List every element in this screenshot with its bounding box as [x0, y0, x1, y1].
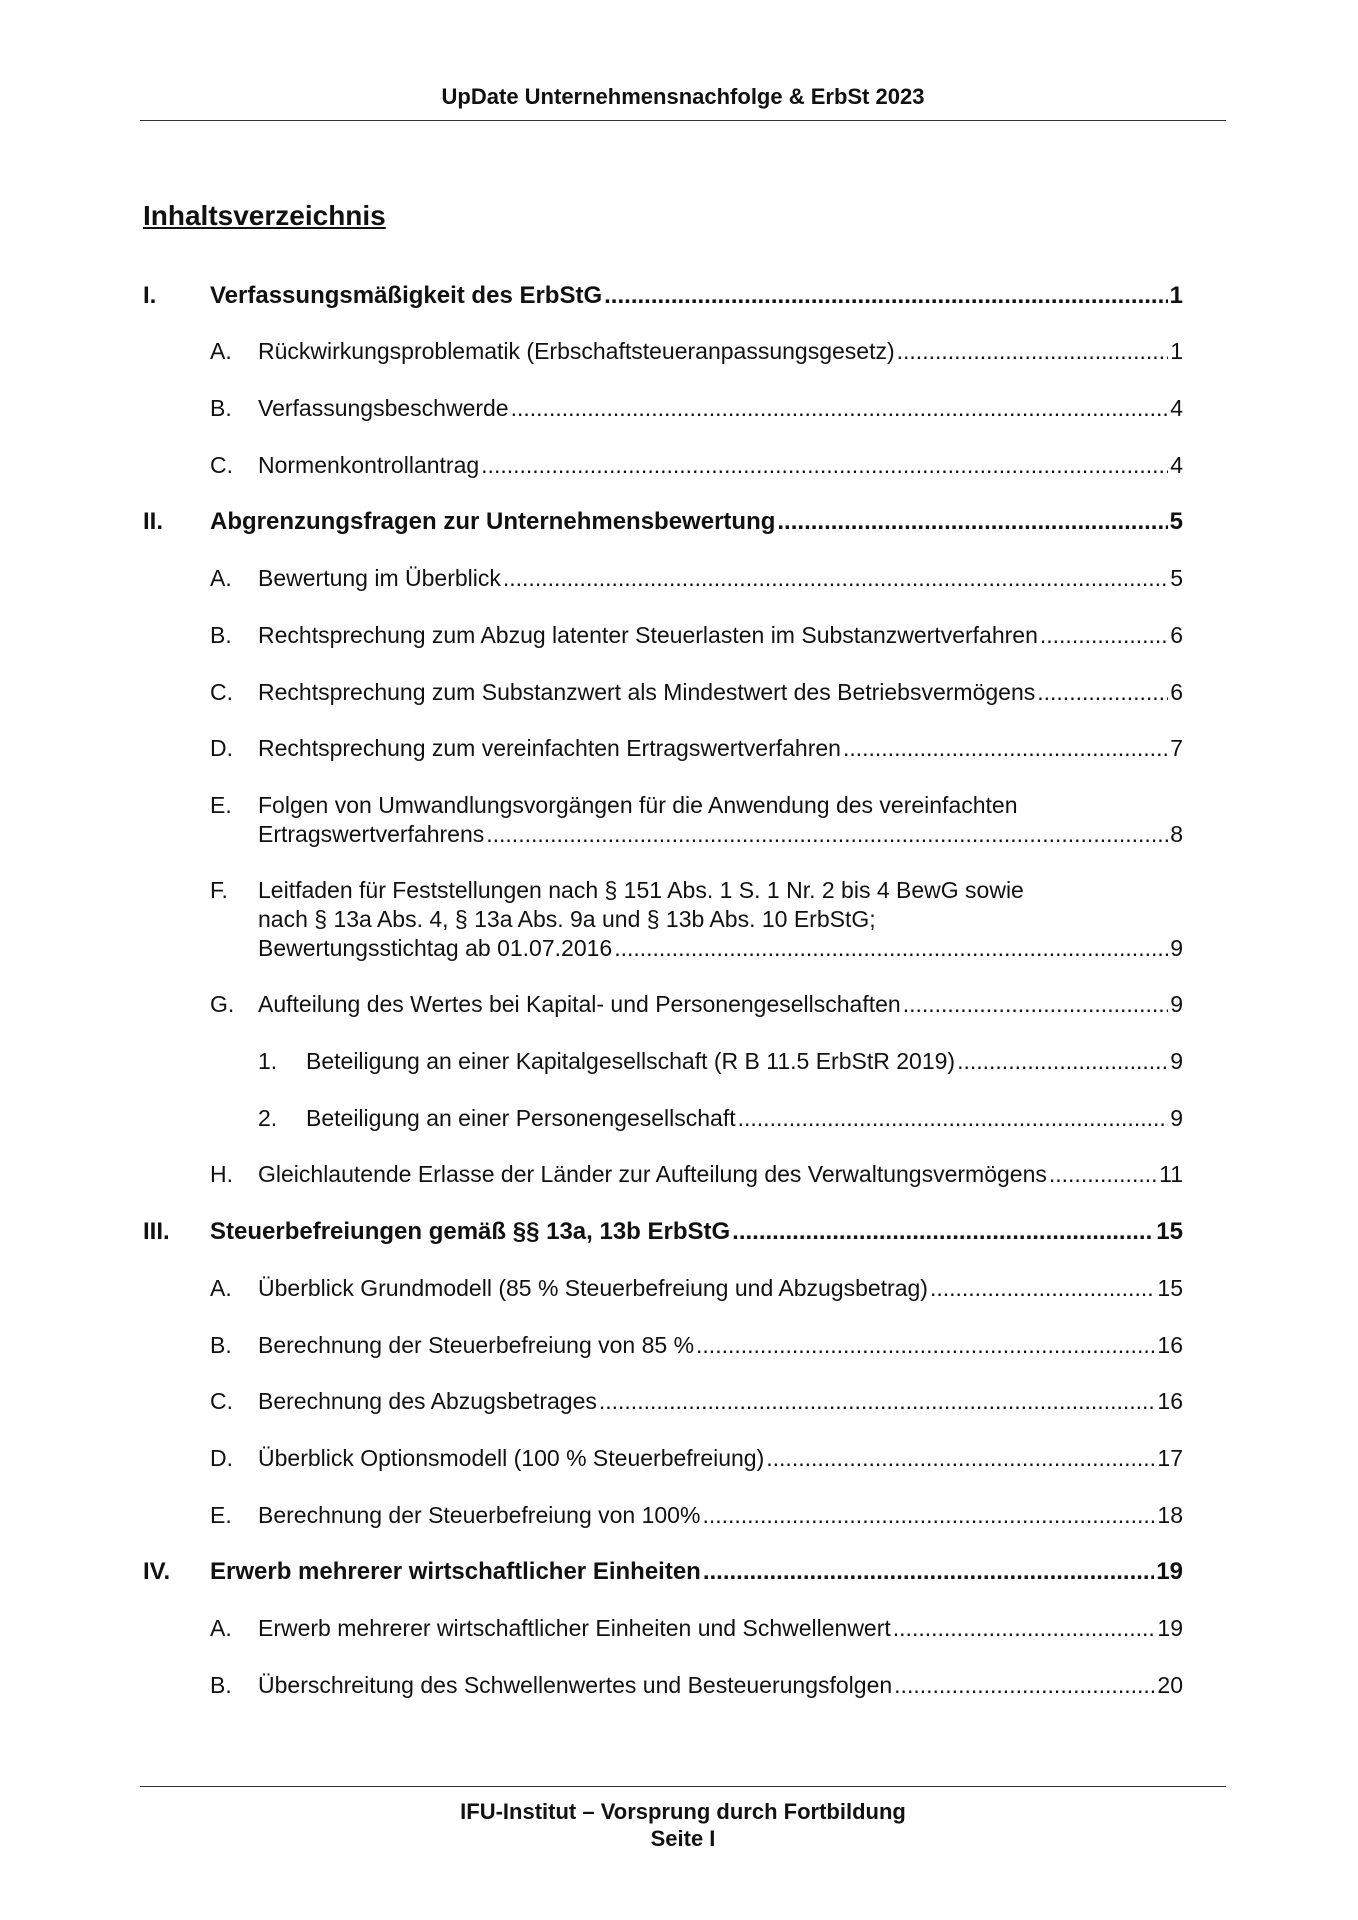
toc-entry-page: 9	[1170, 1105, 1183, 1131]
toc-title: Inhaltsverzeichnis	[143, 200, 386, 231]
toc-entry-text: Überblick Grundmodell (85 % Steuerbefreiung und Abzugsbetrag)	[258, 1275, 928, 1301]
toc-entry-page: 1	[1170, 338, 1183, 364]
toc-entry-page: 19	[1156, 1558, 1183, 1585]
footer-institute: IFU-Institut – Vorsprung durch Fortbildung	[460, 1799, 906, 1824]
toc-entry-text: Bewertung im Überblick	[258, 565, 501, 591]
toc-entry-text: Rechtsprechung zum Substanzwert als Mindestwert des Betriebsvermögens	[258, 679, 1036, 705]
footer-rule	[140, 1786, 1226, 1787]
toc-entry-text: Beteiligung an einer Kapitalgesellschaft (R B 11.5 ErbStR 2019)	[306, 1048, 956, 1074]
toc-entry-text-line: nach § 13a Abs. 4, § 13a Abs. 9a und § 13b Abs. 10 ErbStG;	[258, 906, 876, 932]
toc-entry-page: 8	[1170, 821, 1183, 847]
toc-entry-text: Überblick Optionsmodell (100 % Steuerbefreiung)	[258, 1445, 765, 1471]
toc-entry-page: 11	[1159, 1161, 1183, 1187]
toc-entry-text: Erwerb mehrerer wirtschaftlicher Einheiten	[210, 1558, 701, 1585]
toc-entry-text: Steuerbefreiungen gemäß §§ 13a, 13b ErbStG	[210, 1218, 731, 1245]
toc-entry-text: Gleichlautende Erlasse der Länder zur Aufteilung des Verwaltungsvermögens	[258, 1161, 1047, 1187]
toc-entry-page: 4	[1170, 395, 1183, 421]
toc-entry-page: 5	[1170, 565, 1183, 591]
toc-entry-page: 9	[1170, 991, 1183, 1017]
toc-entry-text: Berechnung des Abzugsbetrages	[258, 1388, 597, 1414]
toc-entry-text: Berechnung der Steuerbefreiung von 100%	[258, 1502, 701, 1528]
toc-entry-text: Berechnung der Steuerbefreiung von 85 %	[258, 1332, 695, 1358]
toc-entry-page: 17	[1157, 1445, 1183, 1471]
toc-entry-page: 1	[1169, 282, 1183, 309]
toc-entry-text-line: Folgen von Umwandlungsvorgängen für die Anwendung des vereinfachten	[258, 792, 1018, 818]
toc-entry-text: Rechtsprechung zum Abzug latenter Steuerlasten im Substanzwertverfahren	[258, 622, 1038, 648]
toc-entry-text: Normenkontrollantrag	[258, 452, 480, 478]
page-footer	[140, 1798, 1226, 1852]
toc-entry-page: 16	[1157, 1332, 1183, 1358]
toc-entry-text: Bewertungsstichtag ab 01.07.2016	[258, 935, 613, 961]
toc-entry-page: 19	[1157, 1615, 1183, 1641]
toc-entry-page: 16	[1157, 1388, 1183, 1414]
toc-entry-page: 7	[1170, 735, 1183, 761]
toc-entry-text: Verfassungsmäßigkeit des ErbStG	[210, 282, 603, 309]
toc-entry-section[interactable]: E. Folgen von Umwandlungsvorgängen für die Anwendung des vereinfachten Ertragswertverfahrens ..... 8	[210, 791, 1183, 849]
toc-entry-page: 15	[1157, 1275, 1183, 1301]
toc-entry-page: 4	[1170, 452, 1183, 478]
toc-entry-text: Verfassungsbeschwerde	[258, 395, 509, 421]
page-header: UpDate Unternehmensnachfolge & ErbSt 2023	[441, 84, 925, 109]
toc-entry-page: 6	[1170, 622, 1183, 648]
toc-entry-page: 9	[1170, 1048, 1183, 1074]
toc-entry-text: Beteiligung an einer Personengesellschaft	[306, 1105, 736, 1131]
toc-entry-page: 20	[1157, 1672, 1183, 1698]
toc-entry-page: 6	[1170, 679, 1183, 705]
toc-entry-text-line: Leitfaden für Feststellungen nach § 151 Abs. 1 S. 1 Nr. 2 bis 4 BewG sowie	[258, 877, 1024, 903]
toc-entry-text: Rückwirkungsproblematik (Erbschaftsteueranpassungsgesetz)	[258, 338, 895, 364]
toc-entry-text: Aufteilung des Wertes bei Kapital- und Personengesellschaften	[258, 991, 901, 1017]
toc-entry-text: Abgrenzungsfragen zur Unternehmensbewertung	[210, 508, 776, 535]
toc-entry-section[interactable]: F. Leitfaden für Feststellungen nach § 151 Abs. 1 S. 1 Nr. 2 bis 4 BewG sowie nach § 13a Abs. 4, § 13a Abs. 9a und § 13b Abs. 10 ErbStG; Bewertungsstichtag ab 01.07.2016 ..... 9	[210, 876, 1183, 963]
toc-entry-text: Ertragswertverfahrens	[258, 821, 485, 847]
toc-entry-page: 5	[1169, 508, 1183, 535]
toc-entry-page: 15	[1156, 1218, 1183, 1245]
footer-page-number: Seite I	[650, 1826, 716, 1851]
toc-entry-text: Erwerb mehrerer wirtschaftlicher Einheiten und Schwellenwert	[258, 1615, 891, 1641]
toc-entry-page: 18	[1157, 1502, 1183, 1528]
toc-entry-text: Überschreitung des Schwellenwertes und Besteuerungsfolgen	[258, 1672, 893, 1698]
toc-entry-text: Rechtsprechung zum vereinfachten Ertragswertverfahren	[258, 735, 841, 761]
toc-entry-page: 9	[1170, 935, 1183, 961]
header-rule	[140, 120, 1226, 121]
